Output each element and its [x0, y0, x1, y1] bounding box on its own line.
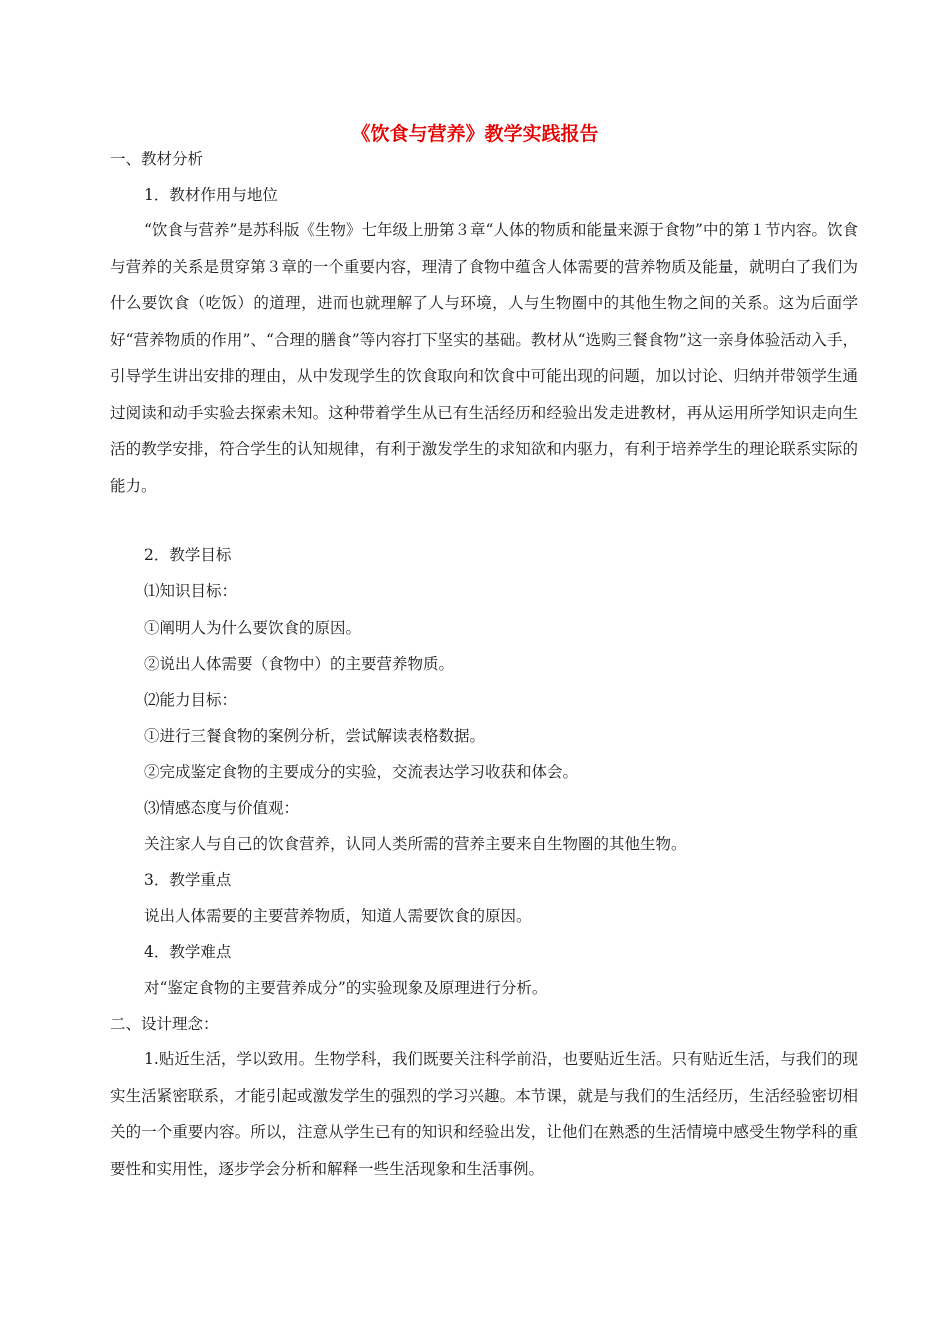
goal-ability-item-2: ②完成鉴定食物的主要成分的实验，交流表达学习收获和体会。: [144, 763, 579, 781]
goal-knowledge-item-2: ②说出人体需要（食物中）的主要营养物质。: [144, 655, 455, 673]
subheading-key-points: 3．教学重点: [144, 871, 232, 889]
goal-attitude-text: 关注家人与自己的饮食营养，认同人类所需的营养主要来自生物圈的其他生物。: [144, 835, 687, 853]
goal-attitude-heading: ⑶情感态度与价值观：: [144, 799, 300, 817]
section-heading-design-concept: 二、设计理念：: [110, 1015, 219, 1033]
key-points-text: 说出人体需要的主要营养物质，知道人需要饮食的原因。: [144, 907, 532, 925]
goal-knowledge-heading: ⑴知识目标：: [144, 582, 238, 600]
goal-ability-item-1: ①进行三餐食物的案例分析，尝试解读表格数据。: [144, 727, 486, 745]
subheading-difficulties: 4．教学难点: [144, 943, 232, 961]
goal-knowledge-item-1: ①阐明人为什么要饮食的原因。: [144, 619, 362, 637]
difficulties-text: 对“鉴定食物的主要营养成分”的实验现象及原理进行分析。: [144, 979, 548, 997]
paragraph-design-concept: 1.贴近生活，学以致用。生物学科，我们既要关注科学前沿，也要贴近生活。只有贴近生活，与我们的现实生活紧密联系，才能引起或激发学生的强烈的学习兴趣。本节课，就是与我们的生活经历，生活经验密切相关的一个重要内容。所以，注意从学生已有的知识和经验出发，让他们在熟悉的生活情境中感受生物学科的重要性和实用性，逐步学会分析和解释一些生活现象和生活事例。: [110, 1050, 858, 1178]
goal-ability-heading: ⑵能力目标：: [144, 691, 238, 709]
paragraph-role-and-position: “饮食与营养”是苏科版《生物》七年级上册第３章“人体的物质和能量来源于食物”中的第１节内容。饮食与营养的关系是贯穿第３章的一个重要内容，理清了食物中蕴含人体需要的营养物质及能量，就明白了我们为什么要饮食（吃饭）的道理，进而也就理解了人与环境，人与生物圈中的其他生物之间的关系。这为后面学好“营养物质的作用”、“合理的膳食”等内容打下坚实的基础。教材从“选购三餐食物”这一亲身体验活动入手，引导学生讲出安排的理由，从中发现学生的饮食取向和饮食中可能出现的问题，加以讨论、归纳并带领学生通过阅读和动手实验去探索未知。这种带着学生从已有生活经历和经验出发走进教材，再从运用所学知识走向生活的教学安排，符合学生的认知规律，有利于激发学生的求知欲和内驱力，有利于培养学生的理论联系实际的能力。: [110, 221, 858, 495]
subheading-role-and-position: 1．教材作用与地位: [144, 186, 278, 204]
document-title: 《饮食与营养》教学实践报告: [351, 123, 599, 145]
subheading-teaching-goals: 2．教学目标: [144, 546, 232, 564]
section-heading-textbook-analysis: 一、教材分析: [110, 150, 204, 168]
